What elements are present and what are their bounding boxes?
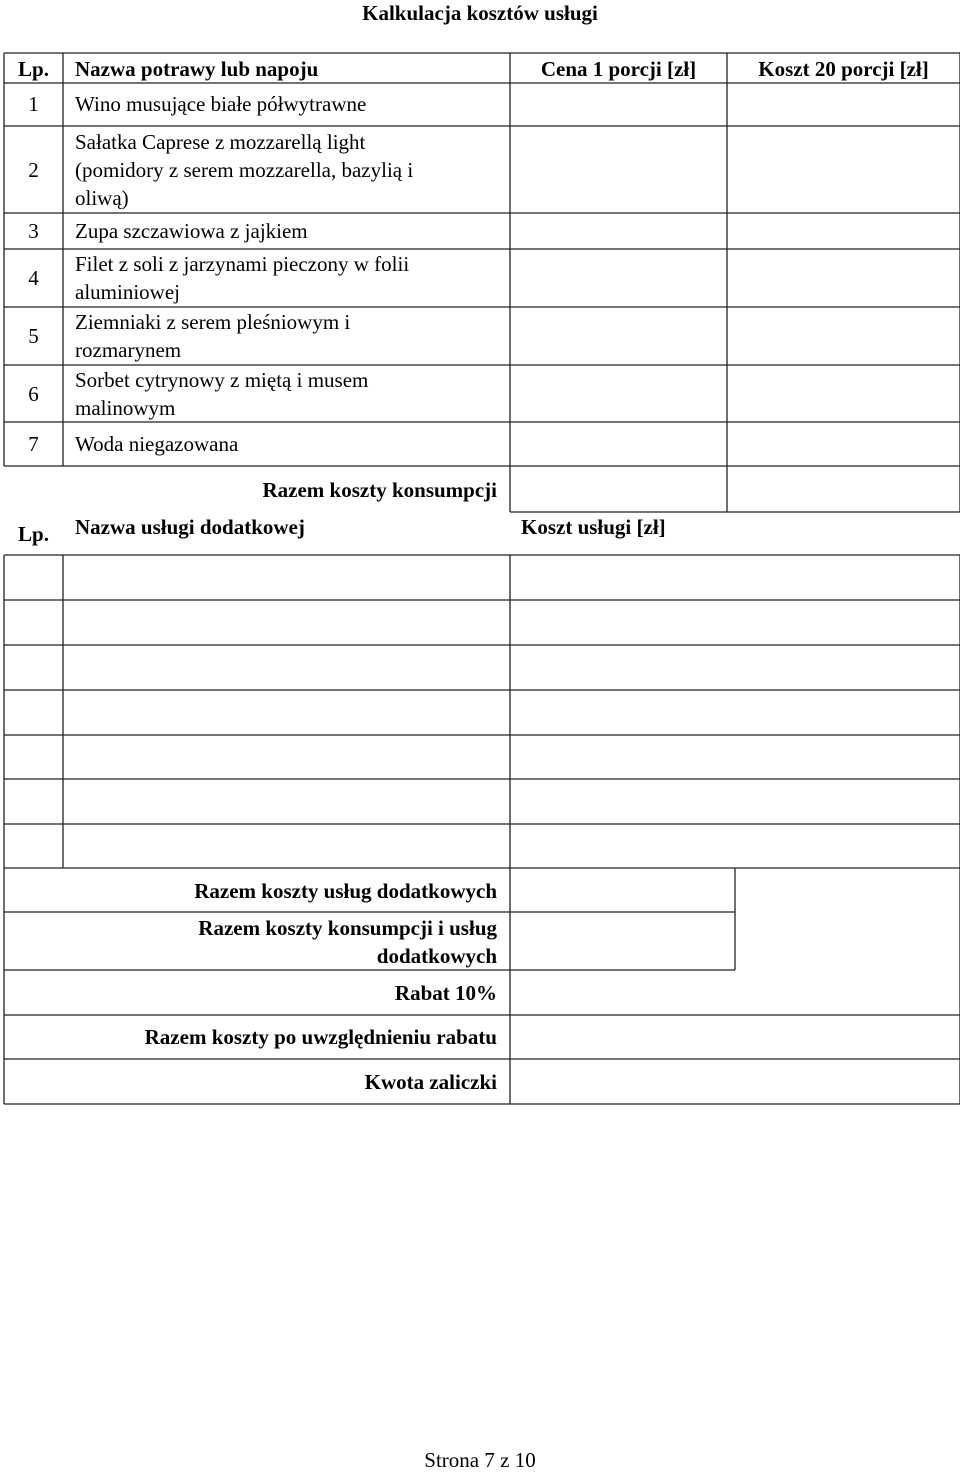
page-title: Kalkulacja kosztów usługi — [362, 1, 598, 25]
food-row-2-name-line3: oliwą) — [75, 186, 129, 210]
food-row-5-name-line2: rozmarynem — [75, 338, 182, 362]
food-row-2-lp: 2 — [28, 158, 39, 182]
deposit-label: Kwota zaliczki — [364, 1070, 497, 1094]
food-row-7-name: Woda niegazowana — [75, 432, 239, 456]
grand-total-label-line1: Razem koszty konsumpcji i usług — [198, 916, 497, 940]
service-row-6-name[interactable] — [64, 780, 509, 823]
services-header-lp: Lp. — [18, 522, 49, 546]
service-row-2-cost[interactable] — [511, 601, 959, 644]
service-row-5-name[interactable] — [64, 736, 509, 778]
food-row-4-lp: 4 — [28, 266, 39, 290]
food-row-4-name-line1: Filet z soli z jarzynami pieczony w folii — [75, 252, 410, 276]
page-number: Strona 7 z 10 — [424, 1448, 536, 1472]
food-row-5-lp: 5 — [28, 324, 39, 348]
after-discount-label: Razem koszty po uwzględnieniu rabatu — [144, 1025, 497, 1049]
service-row-2-name[interactable] — [64, 601, 509, 644]
food-row-2-name-line2: (pomidory z serem mozzarella, bazylią i — [75, 158, 414, 182]
service-row-1-cost[interactable] — [511, 556, 959, 599]
food-row-5-name-line1: Ziemniaki z serem pleśniowym i — [75, 310, 351, 334]
food-header-lp: Lp. — [18, 57, 49, 81]
service-row-1-name[interactable] — [64, 556, 509, 599]
grand-total-label-line2: dodatkowych — [376, 944, 497, 968]
food-row-4-name-line2: aluminiowej — [75, 280, 180, 304]
service-row-3-cost[interactable] — [511, 646, 959, 689]
food-row-6-name-line2: malinowym — [75, 396, 176, 420]
food-row-3-lp: 3 — [28, 219, 39, 243]
service-row-4-cost[interactable] — [511, 691, 959, 734]
food-row-7-lp: 7 — [28, 432, 39, 456]
food-row-2-name-line1: Sałatka Caprese z mozzarellą light — [75, 130, 366, 154]
food-row-1-lp: 1 — [28, 92, 39, 116]
consumption-total-label: Razem koszty konsumpcji — [262, 478, 497, 502]
service-row-3-name[interactable] — [64, 646, 509, 689]
service-row-4-name[interactable] — [64, 691, 509, 734]
food-header-cost: Koszt 20 porcji [zł] — [758, 57, 929, 81]
service-row-5-cost[interactable] — [511, 736, 959, 778]
service-row-6-cost[interactable] — [511, 780, 959, 823]
food-row-6-lp: 6 — [28, 382, 39, 406]
discount-label: Rabat 10% — [394, 981, 497, 1005]
food-row-1-name: Wino musujące białe półwytrawne — [75, 92, 367, 116]
services-header-name: Nazwa usługi dodatkowej — [75, 515, 305, 539]
food-row-6-name-line1: Sorbet cytrynowy z miętą i musem — [75, 368, 369, 392]
food-row-3-name: Zupa szczawiowa z jajkiem — [75, 219, 308, 243]
food-header-price: Cena 1 porcji [zł] — [540, 57, 697, 81]
services-total-label: Razem koszty usług dodatkowych — [194, 879, 497, 903]
services-header-cost: Koszt usługi [zł] — [521, 515, 666, 539]
food-header-name: Nazwa potrawy lub napoju — [75, 57, 319, 81]
